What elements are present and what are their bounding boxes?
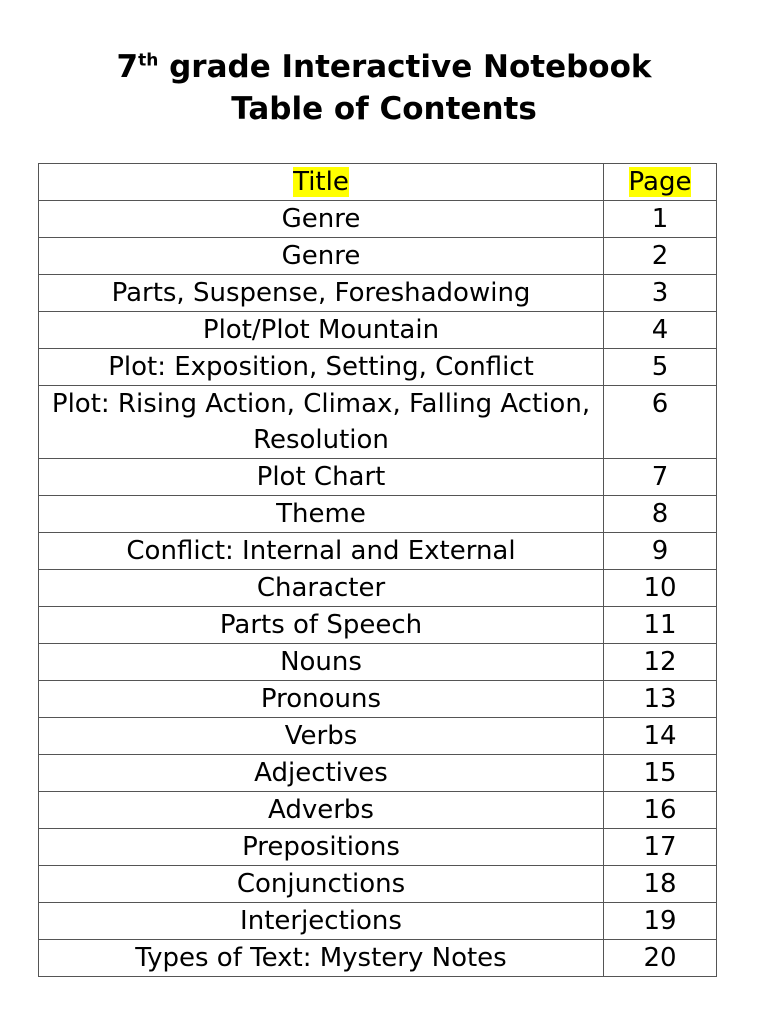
entry-page-number: 17 (604, 829, 717, 866)
entry-title: Plot Chart (39, 459, 604, 496)
entry-page-number: 1 (604, 201, 717, 238)
entry-title: Adjectives (39, 755, 604, 792)
table-row (39, 718, 717, 755)
entry-page-number: 12 (604, 644, 717, 681)
entry-title: Parts, Suspense, Foreshadowing (39, 275, 604, 312)
entry-title: Plot: Rising Action, Climax, Falling Action, Resolution (39, 386, 604, 459)
table-row (39, 459, 717, 496)
table-row (39, 201, 717, 238)
entry-title: Types of Text: Mystery Notes (39, 940, 604, 977)
table-of-contents (38, 163, 717, 977)
table-row (39, 607, 717, 644)
title-line-1 (0, 46, 768, 88)
table-row (39, 349, 717, 386)
entry-page-number: 14 (604, 718, 717, 755)
entry-page-number: 11 (604, 607, 717, 644)
entry-title: Character (39, 570, 604, 607)
table-row (39, 312, 717, 349)
entry-page-number: 15 (604, 755, 717, 792)
entry-title: Plot: Exposition, Setting, Conflict (39, 349, 604, 386)
grade-number: 7 (116, 49, 139, 85)
title-line-1-text: grade Interactive Notebook (158, 49, 652, 85)
title-line-2: Table of Contents (231, 91, 537, 127)
table-row (39, 644, 717, 681)
entry-page-number: 18 (604, 866, 717, 903)
entry-title: Genre (39, 201, 604, 238)
table-row (39, 275, 717, 312)
document-title (0, 46, 768, 130)
table-row (39, 386, 717, 459)
entry-title: Genre (39, 238, 604, 275)
table-row (39, 829, 717, 866)
entry-title: Conjunctions (39, 866, 604, 903)
entry-page-number: 20 (604, 940, 717, 977)
entry-title: Conflict: Internal and External (39, 533, 604, 570)
entry-page-number: 5 (604, 349, 717, 386)
table-row (39, 866, 717, 903)
table-body (39, 201, 717, 977)
table-row (39, 570, 717, 607)
entry-title: Nouns (39, 644, 604, 681)
column-header-title-label: Title (293, 167, 349, 197)
entry-page-number: 4 (604, 312, 717, 349)
table-row (39, 533, 717, 570)
entry-page-number: 13 (604, 681, 717, 718)
table-row (39, 903, 717, 940)
entry-title: Prepositions (39, 829, 604, 866)
column-header-page (604, 164, 717, 201)
entry-title: Interjections (39, 903, 604, 940)
table-row (39, 238, 717, 275)
table-header-row (39, 164, 717, 201)
entry-title: Pronouns (39, 681, 604, 718)
grade-ordinal-suffix: th (138, 50, 159, 71)
entry-page-number: 6 (604, 386, 717, 459)
column-header-title (39, 164, 604, 201)
column-header-page-label: Page (628, 167, 692, 197)
entry-page-number: 9 (604, 533, 717, 570)
entry-title: Plot/Plot Mountain (39, 312, 604, 349)
entry-page-number: 2 (604, 238, 717, 275)
entry-page-number: 7 (604, 459, 717, 496)
entry-page-number: 8 (604, 496, 717, 533)
entry-title: Theme (39, 496, 604, 533)
entry-page-number: 10 (604, 570, 717, 607)
entry-title: Parts of Speech (39, 607, 604, 644)
entry-page-number: 16 (604, 792, 717, 829)
table-row (39, 940, 717, 977)
entry-page-number: 3 (604, 275, 717, 312)
table-row (39, 681, 717, 718)
entry-title: Adverbs (39, 792, 604, 829)
table-row (39, 792, 717, 829)
table-row (39, 755, 717, 792)
entry-page-number: 19 (604, 903, 717, 940)
table-row (39, 496, 717, 533)
entry-title: Verbs (39, 718, 604, 755)
